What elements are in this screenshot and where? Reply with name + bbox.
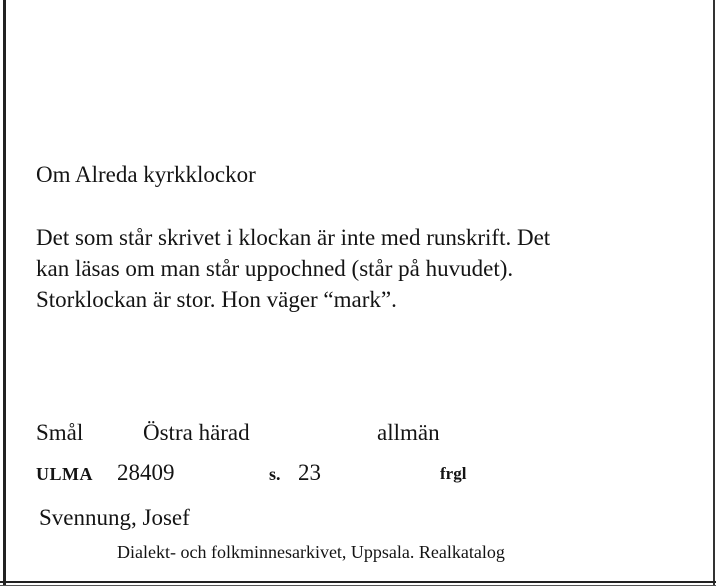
record-number: 28409 <box>117 460 175 485</box>
card-body <box>36 222 550 315</box>
card-bottom-edge <box>0 581 716 583</box>
body-line: kan läsas om man står uppochned (står på huvudet). <box>36 256 514 281</box>
category-label: allmän <box>377 420 440 445</box>
archive-code: ULMA <box>36 464 93 484</box>
page-number: 23 <box>298 460 321 485</box>
region-label: Smål <box>36 420 84 445</box>
card-title: Om Alreda kyrkklockor <box>36 162 256 187</box>
page-label: s. <box>269 464 281 484</box>
card-left-edge <box>3 0 6 586</box>
district-label: Östra härad <box>143 420 250 445</box>
body-line: Storklockan är stor. Hon väger “mark”. <box>36 287 397 312</box>
author-name: Svennung, Josef <box>39 505 190 530</box>
type-code: frgl <box>440 464 467 483</box>
body-line: Det som står skrivet i klockan är inte med runskrift. Det <box>36 225 551 250</box>
card-right-edge <box>713 0 715 586</box>
archive-footer: Dialekt- och folkminnesarkivet, Uppsala. Realkatalog <box>117 542 505 562</box>
